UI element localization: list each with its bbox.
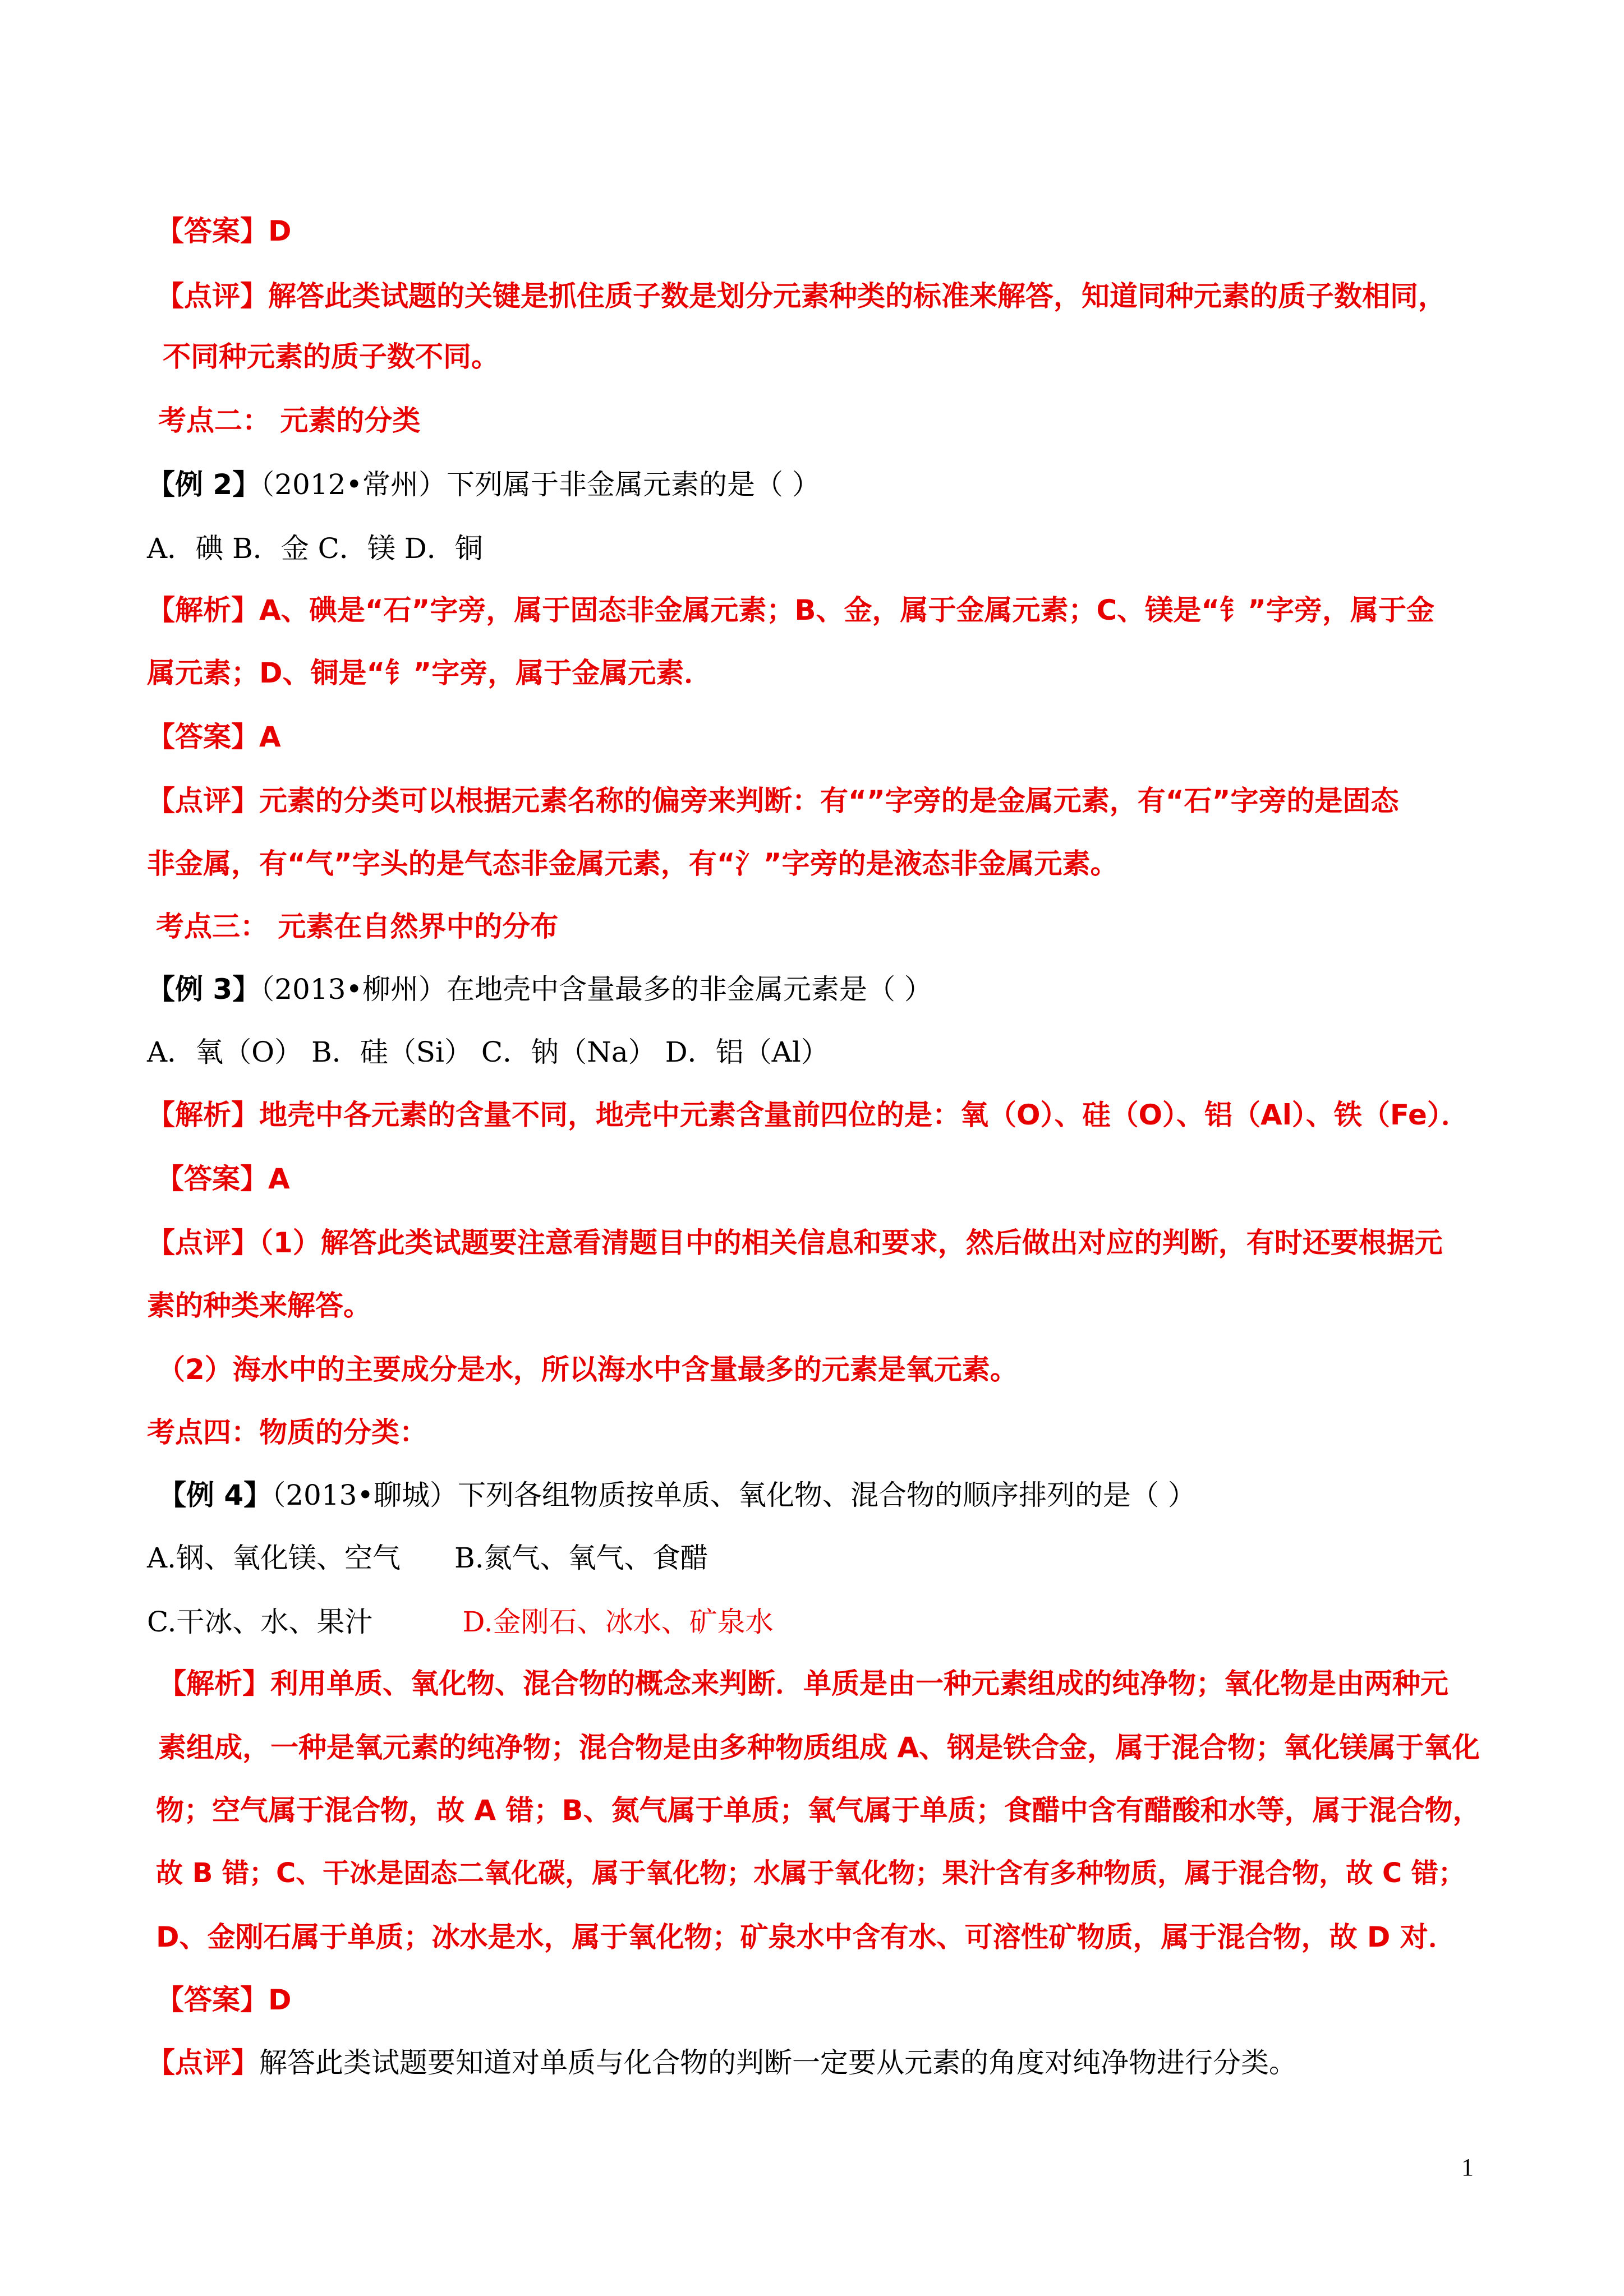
answer-value: A — [268, 1163, 290, 1195]
comment-line-3a — [147, 1226, 1443, 1260]
answer-line-2 — [147, 720, 281, 754]
comment-tag: 【点评】 — [156, 280, 268, 312]
analysis-text: 地壳中各元素的含量不同，地壳中元素含量前四位的是：氧（O）、硅（O）、铝（Al）、铁（Fe）． — [259, 1099, 1469, 1131]
analysis-4-line-1 — [158, 1667, 1448, 1700]
example-4-line — [158, 1478, 1196, 1512]
option-a: A.钢、氧化镁、空气 — [147, 1542, 401, 1574]
comment-line-2a — [147, 784, 1398, 818]
analysis-4-line-5: D、金刚石属于单质；冰水是水，属于氧化物；矿泉水中含有水、可溶性矿物质，属于混合物，故 D 对． — [156, 1921, 1456, 1953]
analysis-4-line-2: 素组成，一种是氧元素的纯净物；混合物是由多种物质组成 A、钢是铁合金，属于混合物；氧化镁属于氧化 — [158, 1731, 1480, 1764]
answer-tag: 【答案】 — [156, 1984, 268, 2016]
answer-line-1 — [156, 214, 292, 248]
example-2-options: A．碘 B．金 C．镁 D．铜 — [147, 532, 483, 565]
page-number: 1 — [1461, 2154, 1474, 2181]
example-3-line — [147, 972, 932, 1006]
comment-line-1b: 不同种元素的质子数不同。 — [163, 340, 499, 373]
example-4-options-ab — [147, 1541, 709, 1575]
analysis-2-line-2: 属元素；D、铜是“钅”字旁，属于金属元素． — [147, 657, 712, 689]
example-text: （2012•常州）下列属于非金属元素的是（ ） — [260, 468, 820, 501]
answer-value: A — [259, 721, 281, 753]
comment-tag: 【点评】 — [147, 785, 259, 817]
analysis-3-line — [147, 1098, 1469, 1132]
section-heading-3: 考点三： 元素在自然界中的分布 — [156, 910, 559, 943]
analysis-text: 利用单质、氧化物、混合物的概念来判断．单质是由一种元素组成的纯净物；氧化物是由两种元 — [270, 1667, 1448, 1700]
example-tag: 【例 4】 — [158, 1479, 272, 1511]
comment-text: 解答此类试题要知道对单质与化合物的判断一定要从元素的角度对纯净物进行分类。 — [259, 2046, 1297, 2079]
analysis-4-line-4: 故 B 错；C、干冰是固态二氧化碳，属于氧化物；水属于氧化物；果汁含有多种物质，属于混合物，故 C 错； — [156, 1857, 1465, 1889]
comment-line-2b: 非金属，有“气”字头的是气态非金属元素，有“氵”字旁的是液态非金属元素。 — [147, 847, 1119, 880]
answer-line-3 — [156, 1162, 290, 1196]
analysis-tag: 【解析】 — [158, 1667, 270, 1700]
comment-line-4 — [147, 2046, 1297, 2080]
example-text: （2013•聊城）下列各组物质按单质、氧化物、混合物的顺序排列的是（ ） — [272, 1479, 1196, 1511]
example-2-line — [147, 468, 820, 501]
example-tag: 【例 3】 — [147, 973, 261, 1006]
example-tag: 【例 2】 — [147, 468, 261, 501]
example-4-options-cd — [147, 1605, 774, 1639]
comment-line-3b: 素的种类来解答。 — [147, 1289, 371, 1322]
example-text: （2013•柳州）在地壳中含量最多的非金属元素是（ ） — [260, 973, 932, 1006]
analysis-tag: 【解析】 — [147, 594, 259, 626]
section-heading-2: 考点二： 元素的分类 — [158, 404, 421, 437]
option-d: D.金刚石、冰水、矿泉水 — [462, 1606, 774, 1638]
option-c: C.干冰、水、果汁 — [147, 1606, 373, 1638]
comment-text: 元素的分类可以根据元素名称的偏旁来判断：有“”字旁的是金属元素，有“石”字旁的是固态 — [259, 785, 1399, 817]
analysis-text: A、碘是“石”字旁，属于固态非金属元素；B、金，属于金属元素；C、镁是“钅”字旁，属于金 — [259, 594, 1434, 626]
section-heading-4: 考点四：物质的分类： — [147, 1416, 427, 1449]
answer-value: D — [268, 1984, 292, 2016]
answer-line-4 — [156, 1983, 292, 2017]
analysis-tag: 【解析】 — [147, 1099, 259, 1131]
example-3-options: A．氧（O） B．硅（Si） C．钠（Na） D．铝（Al） — [147, 1036, 829, 1068]
comment-line-1a — [156, 279, 1446, 313]
answer-value: D — [268, 215, 292, 247]
answer-tag: 【答案】 — [147, 721, 259, 753]
comment-tag: 【点评】 — [147, 2046, 259, 2079]
answer-tag: 【答案】 — [156, 215, 268, 247]
comment-line-3c: （2）海水中的主要成分是水，所以海水中含量最多的元素是氧元素。 — [157, 1353, 1018, 1386]
analysis-4-line-3: 物；空气属于混合物，故 A 错；B、氮气属于单质；氧气属于单质；食醋中含有醋酸和水等，属于混合物， — [156, 1794, 1481, 1827]
answer-tag: 【答案】 — [156, 1163, 268, 1195]
analysis-2-line-1 — [147, 593, 1434, 627]
comment-tag: 【点评】 — [147, 1227, 259, 1259]
option-b: B.氮气、氧气、食醋 — [454, 1542, 709, 1574]
comment-text: 解答此类试题的关键是抓住质子数是划分元素种类的标准来解答，知道同种元素的质子数相同， — [268, 280, 1446, 312]
comment-text: （1）解答此类试题要注意看清题目中的相关信息和要求，然后做出对应的判断，有时还要根据元 — [259, 1227, 1443, 1259]
